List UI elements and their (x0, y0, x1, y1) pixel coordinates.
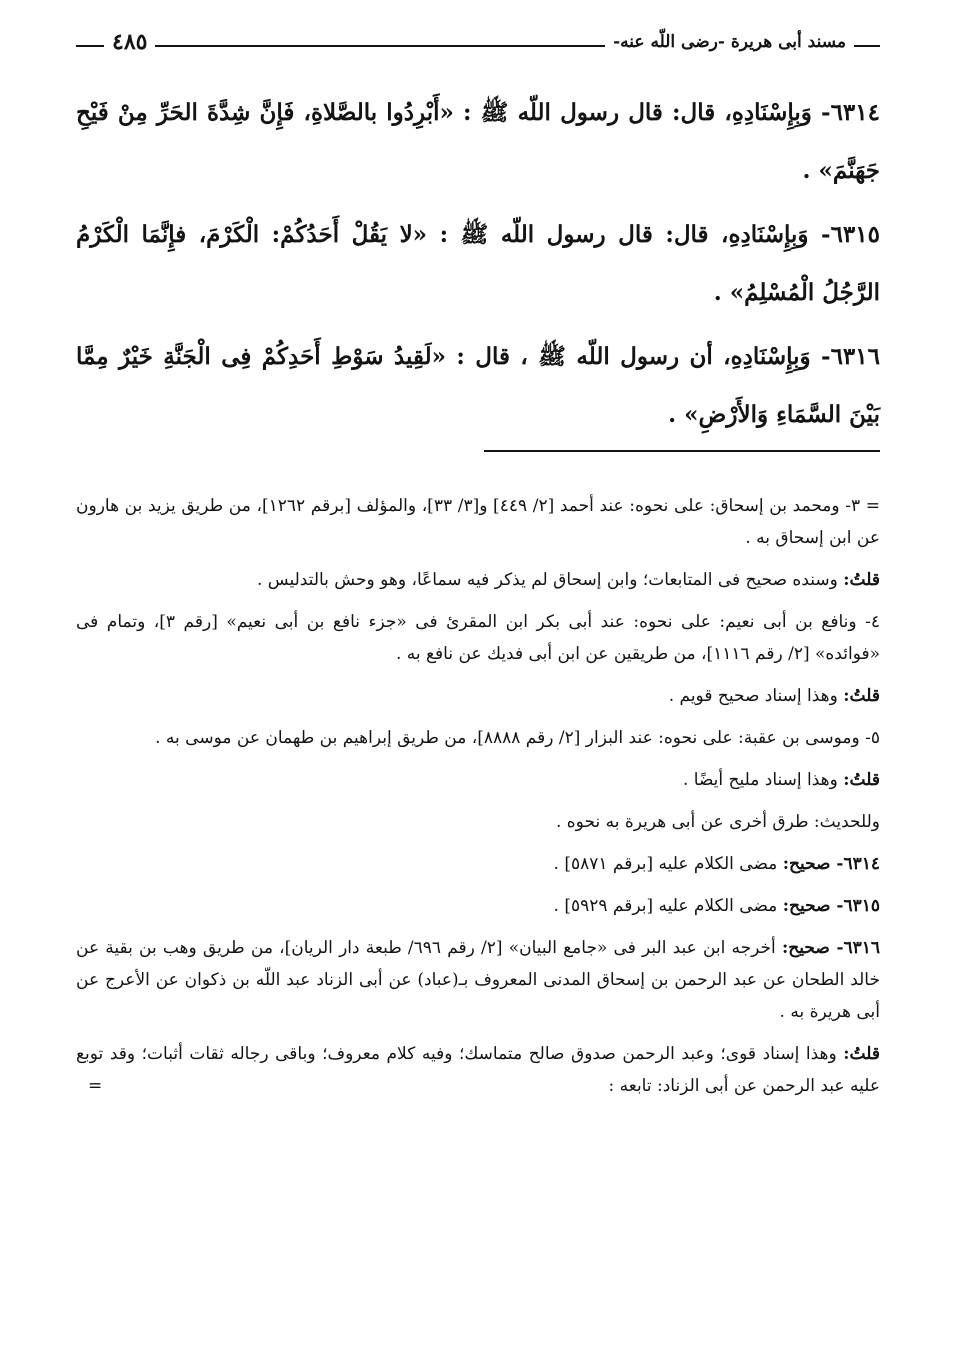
footnote-text: ٥- وموسى بن عقبة: على نحوه: عند البزار [٢/ رقم ٨٨٨٨]، من طريق إبراهيم بن طهمان عن موسى به . (155, 728, 880, 748)
page-number: ٤٨٥ (104, 29, 155, 55)
footnote-6316-comment (76, 1038, 880, 1102)
hadith-matn: «لا يَقُلْ أَحَدُكُمْ: الْكَرْمَ، فإِنَّمَا الْكَرْمُ الرَّجُلُ الْمُسْلِمُ» . (76, 221, 880, 306)
grade-label: ٦٣١٥- صحيح: (782, 896, 880, 916)
comment-text: وسنده صحيح فى المتابعات؛ وابن إسحاق لم يذكر فيه سماعًا، وهو وحش بالتدليس . (256, 570, 838, 590)
page-header (76, 30, 880, 60)
footnote-6316 (76, 932, 880, 1028)
footnote-4 (76, 606, 880, 670)
hadith-isnad: وَبِإِسْنَادِهِ، أن رسول اللّه ﷺ ، قال : (456, 343, 811, 370)
qult-label: قلتُ: (843, 686, 880, 706)
hadith-6315 (76, 206, 880, 322)
footnote-text: أخرجه ابن عبد البر فى «جامع البيان» [٢/ رقم ٦٩٦/ طبعة دار الريان]، من طريق وهب بن بقية عن خالد الطحان عن عبد الرحمن بن إسحاق المدنى المعروف بـ(عباد) عن أبى الزناد عبد اللّه بن ذكوان عن الأعرج عن أبى هريرة به . (76, 938, 880, 1022)
qult-label: قلتُ: (843, 570, 880, 590)
continuation-mark: = (88, 1076, 103, 1096)
hadith-isnad: وَبِإِسْنَادِهِ، قال: قال رسول اللّه ﷺ : (439, 221, 809, 248)
footnote-text: مضى الكلام عليه [برقم ٥٩٢٩] . (553, 896, 778, 916)
grade-label: ٦٣١٦- صحيح: (781, 938, 881, 958)
footnote-6315 (76, 890, 880, 922)
footnote-text: وللحديث: طرق أخرى عن أبى هريرة به نحوه . (555, 812, 880, 832)
hadith-number: ٦٣١٥- (821, 221, 880, 248)
qult-label: قلتُ: (843, 770, 880, 790)
comment-text: وهذا إسناد قوى؛ وعبد الرحمن صدوق صالح متماسك؛ وفيه كلام معروف؛ وباقى رجاله ثقات أثبات؛ وقد توبع عليه عبد الرحمن عن أبى الزناد: تابعه : (76, 1044, 880, 1096)
other-routes-note (76, 806, 880, 838)
qult-label: قلتُ: (843, 1044, 880, 1064)
hadith-6316 (76, 328, 880, 444)
hadith-isnad: وَبِإِسْنَادِهِ، قال: قال رسول اللّه ﷺ : (463, 99, 812, 126)
hadith-matn: «أَبْرِدُوا بالصَّلاةِ، فَإِنَّ شِدَّةَ الحَرِّ مِنْ فَيْحِ جَهَنَّمَ» . (76, 99, 880, 184)
running-title: مسند أبى هريرة -رضى اللّه عنه- (605, 32, 854, 52)
footnote-divider (484, 450, 880, 452)
footnote-6314 (76, 848, 880, 880)
footnote-3-comment (76, 564, 880, 596)
footnote-4-comment (76, 680, 880, 712)
footnote-3 (76, 490, 880, 554)
hadith-matn: «لَقِيدُ سَوْطِ أَحَدِكُمْ فِى الْجَنَّةِ خَيْرٌ مِمَّا بَيْنَ السَّمَاءِ وَالأَرْضِ» . (76, 343, 880, 428)
comment-text: وهذا إسناد صحيح قويم . (668, 686, 838, 706)
footnote-text: ٤- ونافع بن أبى نعيم: على نحوه: عند أبى بكر ابن المقرئ فى «جزء نافع بن أبى نعيم» [رقم ٣]، وتمام فى «فوائده» [٢/ رقم ١١١٦]، من طريقين عن ابن أبى فديك عن نافع به . (76, 612, 880, 664)
footnote-5 (76, 722, 880, 754)
hadith-6314 (76, 84, 880, 200)
hadith-number: ٦٣١٤- (821, 99, 880, 126)
hadith-number: ٦٣١٦- (821, 343, 880, 370)
comment-text: وهذا إسناد مليح أيضًا . (682, 770, 838, 790)
book-page (76, 30, 880, 1330)
footnote-text: = ٣- ومحمد بن إسحاق: على نحوه: عند أحمد [٢/ ٤٤٩] و[٣/ ٣٣]، والمؤلف [برقم ١٢٦٢]، من طريق يزيد بن هارون عن ابن إسحاق به . (76, 496, 880, 548)
footnotes-block (76, 490, 880, 1116)
footnote-5-comment (76, 764, 880, 796)
grade-label: ٦٣١٤- صحيح: (782, 854, 880, 874)
footnote-text: مضى الكلام عليه [برقم ٥٨٧١] . (553, 854, 778, 874)
hadith-text-block (76, 84, 880, 450)
